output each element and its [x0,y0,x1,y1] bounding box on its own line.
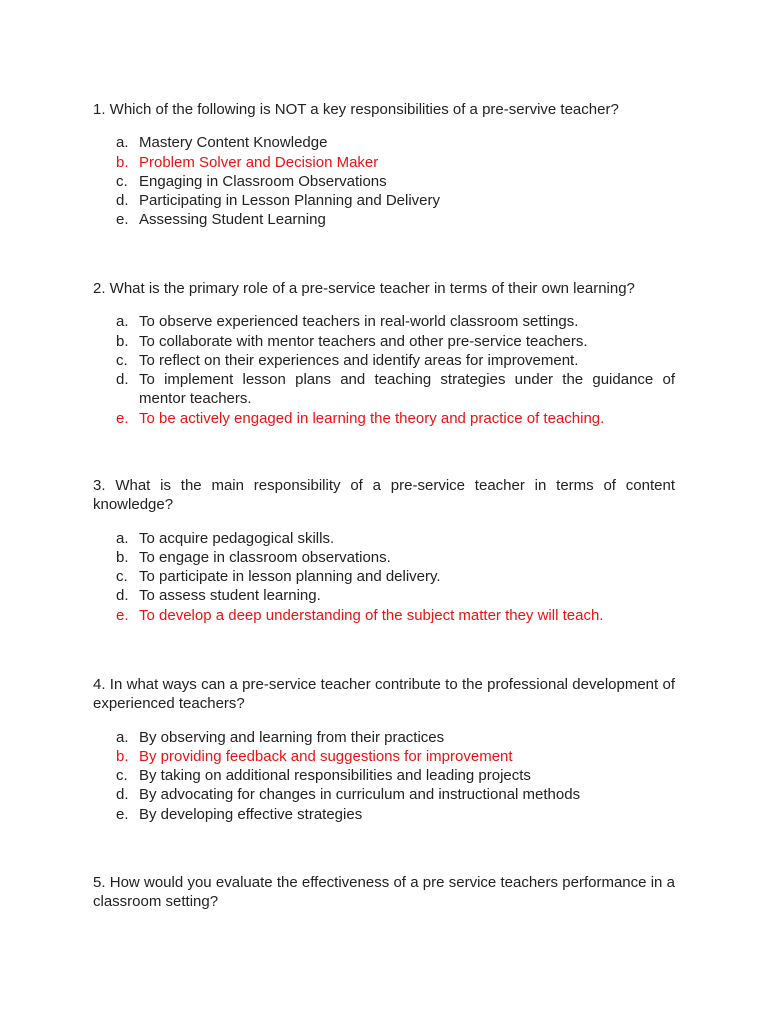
option-letter: b. [116,332,129,350]
options-list [93,529,675,625]
option-letter: c. [116,172,128,190]
option-d [93,785,675,804]
option-text: By developing effective strategies [139,805,363,823]
option-a [93,312,675,331]
question-5 [93,873,675,912]
question-text: 4. In what ways can a pre-service teacher contribute to the professional development of experienced teachers? [93,676,675,713]
option-letter: a. [116,529,129,547]
option-letter: d. [116,786,129,804]
option-d [93,370,675,409]
option-text: Problem Solver and Decision Maker [139,153,379,171]
option-a [93,529,675,548]
option-text: By providing feedback and suggestions for improvement [139,747,513,765]
option-text: By advocating for changes in curriculum and instructional methods [139,786,581,804]
option-letter: b. [116,153,129,171]
options-list [93,728,675,824]
option-letter: b. [116,548,129,566]
option-text: To collaborate with mentor teachers and other pre-service teachers. [139,332,588,350]
option-letter: c. [116,767,128,785]
option-letter: d. [116,192,129,210]
option-text: To develop a deep understanding of the subject matter they will teach. [139,606,604,624]
option-d [93,586,675,605]
question-4 [93,675,675,824]
option-a [93,728,675,747]
option-c [93,172,675,191]
option-letter: d. [116,371,129,389]
question-2 [93,279,675,428]
option-text: To implement lesson plans and teaching strategies under the guidance of mentor teachers. [139,371,675,408]
option-text: To reflect on their experiences and identify areas for improvement. [139,351,579,369]
option-letter: a. [116,313,129,331]
option-letter: c. [116,351,128,369]
option-letter: a. [116,728,129,746]
option-text: Assessing Student Learning [139,211,326,229]
option-c [93,567,675,586]
option-letter: a. [116,134,129,152]
option-letter: c. [116,568,128,586]
question-text: 3. What is the main responsibility of a pre-service teacher in terms of content knowledge? [93,477,675,514]
option-d [93,191,675,210]
option-letter: e. [116,606,129,624]
option-e [93,805,675,824]
options-list [93,312,675,428]
option-c [93,766,675,785]
option-b-correct [93,747,675,766]
option-a [93,133,675,152]
option-e [93,210,675,229]
option-b-correct [93,153,675,172]
option-text: By observing and learning from their practices [139,728,445,746]
option-c [93,351,675,370]
question-text: 1. Which of the following is NOT a key responsibilities of a pre-servive teacher? [93,101,619,118]
option-text: To be actively engaged in learning the theory and practice of teaching. [139,409,605,427]
option-e-correct [93,606,675,625]
option-text: To engage in classroom observations. [139,548,391,566]
options-list [93,133,675,229]
option-letter: e. [116,805,129,823]
question-text: 2. What is the primary role of a pre-service teacher in terms of their own learning? [93,280,635,297]
question-text: 5. How would you evaluate the effectiveness of a pre service teachers performance in a classroom setting? [93,874,675,911]
option-text: To assess student learning. [139,587,321,605]
option-letter: d. [116,587,129,605]
option-text: By taking on additional responsibilities and leading projects [139,767,531,785]
option-letter: b. [116,747,129,765]
option-b [93,548,675,567]
option-letter: e. [116,409,129,427]
option-text: Participating in Lesson Planning and Delivery [139,192,441,210]
option-text: Mastery Content Knowledge [139,134,328,152]
option-e-correct [93,409,675,428]
option-text: To participate in lesson planning and delivery. [139,568,441,586]
option-b [93,332,675,351]
option-text: To observe experienced teachers in real-world classroom settings. [139,313,579,331]
question-1 [93,100,675,230]
option-text: To acquire pedagogical skills. [139,529,335,547]
option-letter: e. [116,211,129,229]
question-3 [93,476,675,625]
option-text: Engaging in Classroom Observations [139,172,387,190]
